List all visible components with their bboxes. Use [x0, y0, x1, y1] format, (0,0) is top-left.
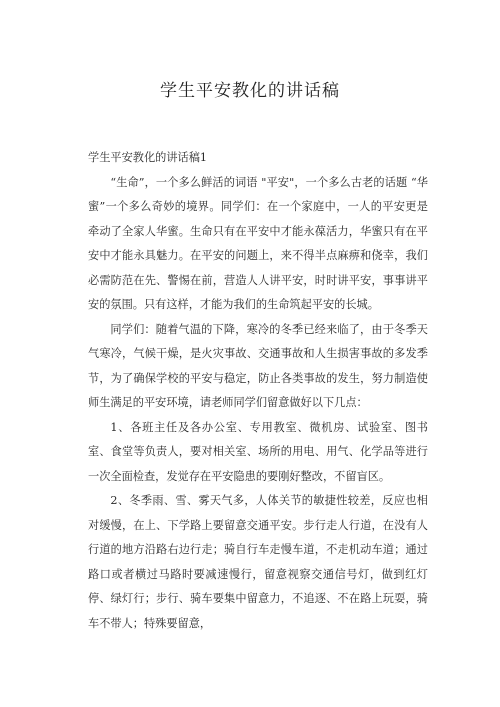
paragraph-4: 2、冬季雨、雪、雾天气多，人体关节的敏捷性较差，反应也相对缓慢，在上、下学路上要留意交通平安。步行走人行道，在没有人行道的地方沿路右边行走；骑自行车走慢车道，不走机动车道；通过路口或者横过马路时要减速慢行，留意视察交通信号灯，做到红灯停、绿灯行；步行、骑车要集中留意力，不追逐、不在路上玩耍，骑车不带人；特殊要留意，	[88, 494, 428, 630]
paragraph-3: 1、各班主任及各办公室、专用教室、微机房、试验室、图书室、食堂等负责人，要对相关室、场所的用电、用气、化学品等进行一次全面检查，发觉存在平安隐患的要刚好整改，不留盲区。	[88, 420, 428, 483]
section-heading: 学生平安教化的讲话稿1	[88, 151, 207, 164]
document-title: 学生平安教化的讲话稿	[160, 81, 340, 101]
paragraph-1: “生命”，一个多么鲜活的词语 "平安"，一个多么古老的话题 “华蜜”一个多么奇妙的境界。同学们：在一个家庭中，一人的平安更是牵动了全家人华蜜。生命只有在平安中才能永葆活力，华蜜只有在平安中才能永具魅力。在平安的问题上，来不得半点麻痹和侥幸，我们必需防范在先、警惕在前，营造人人讲平安，时时讲平安，事事讲平安的氛围。只有这样，才能为我们的生命筑起平安的长城。	[88, 175, 428, 311]
paragraph-2: 同学们：随着气温的下降，寒冷的冬季已经来临了，由于冬季天气寒冷，气候干燥，是火灾事故、交通事故和人生损害事故的多发季节，为了确保学校的平安与稳定，防止各类事故的发生，努力制造使师生满足的平安环境，请老师同学们留意做好以下几点：	[88, 322, 428, 409]
document-body	[88, 146, 428, 636]
